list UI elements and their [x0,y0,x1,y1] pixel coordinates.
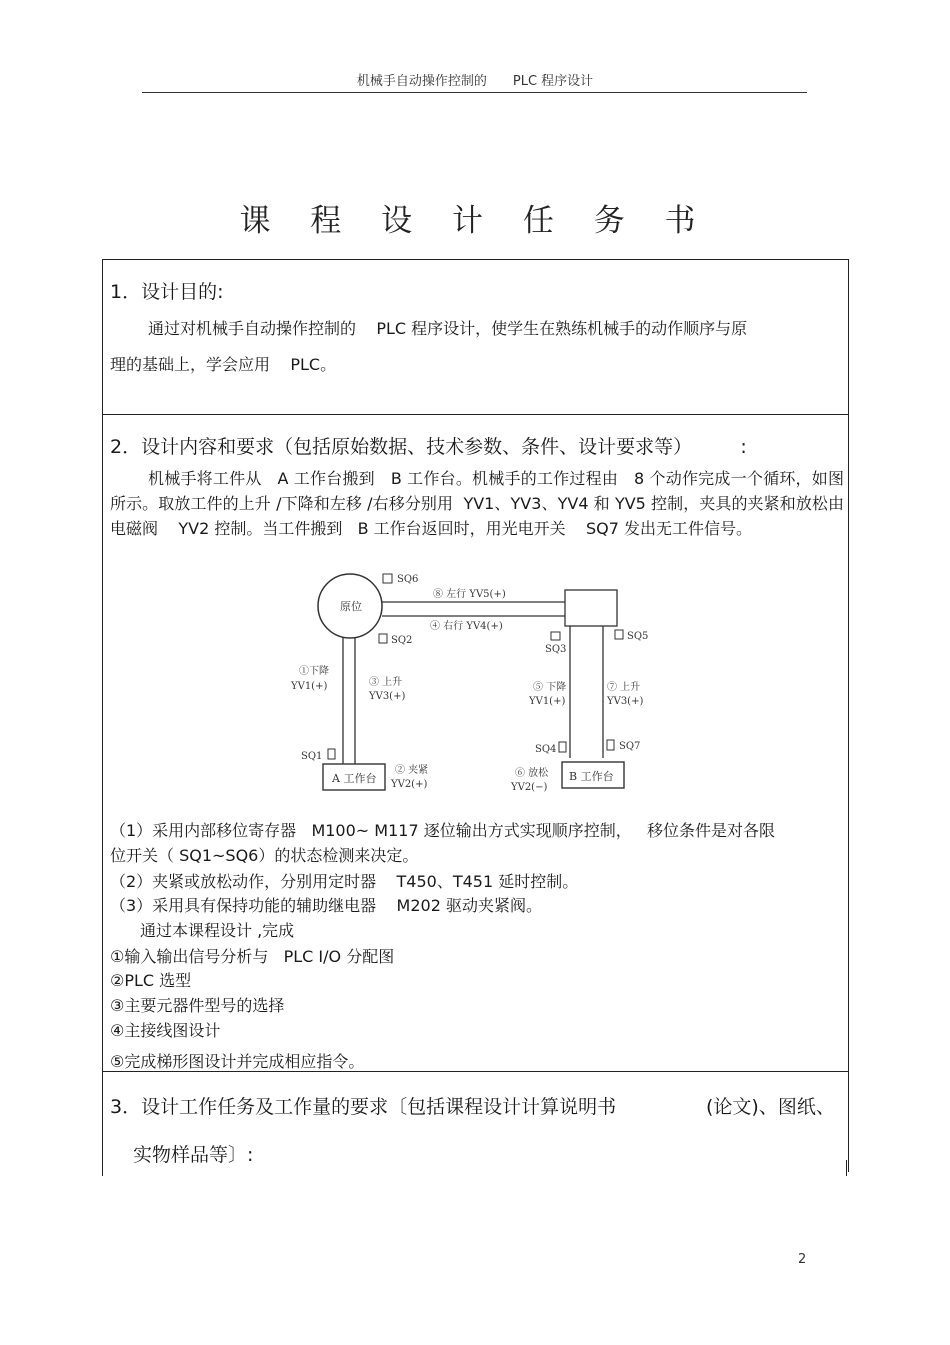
section1-heading: 1．设计目的: [110,281,224,303]
origin-label: 原位 [340,600,362,613]
sq3-icon [551,632,560,640]
section3-line2: 实物样品等〕: [133,1144,254,1166]
release-label-a: ⑥ 放松 [515,768,549,779]
list-item-2: ②PLC 选型 [110,971,192,990]
sq2-label: SQ2 [391,635,413,646]
list-item-3: ③主要元器件型号的选择 [110,996,285,1015]
section3-heading-a: 3．设计工作任务及工作量的要求〔包括课程设计计算说明书 [110,1096,617,1118]
sq4-label: SQ4 [535,744,557,755]
header-text-2: PLC 程序设计 [512,74,594,89]
section1-line1: 通过对机械手自动操作控制的 PLC 程序设计，使学生在熟练机械手的动作顺序与原 [148,319,748,338]
table-a-label: A 工作台 [332,772,377,785]
sq3-label: SQ3 [545,644,567,655]
sq1-label: SQ1 [301,751,323,762]
req2-line: （2）夹紧或放松动作，分别用定时器 T450、T451 延时控制。 [110,872,579,891]
clamp-label-b: YV2(+) [391,779,428,790]
down1-label-b: YV1(+) [291,681,328,692]
section3-heading-b: (论文)、图纸、 [706,1096,835,1118]
section2-paragraph: 机械手将工件从 A 工作台搬到 B 工作台。机械手的工作过程由 8 个动作完成一个循环，如图所示。取放工件的上升 /下降和左移 /右移分别用 YV1、YV3、YV4 和 YV5 控制，夹具的夹紧和放松由电磁阀 YV2 控制。当工件搬到 B 工作台返回时，用光电开关 SQ7 发出无工件信号。 [110,469,844,538]
table-left-edge-tail [102,1160,103,1176]
list-item-4: ④主接线图设计 [110,1021,221,1040]
up3-label-b: YV3(+) [369,691,406,702]
sq2-icon [379,634,387,643]
down5-label-b: YV1(+) [529,696,566,707]
page-number: 2 [798,1252,807,1267]
row-divider-1 [102,414,848,415]
manipulator-diagram [285,568,665,808]
page-title: 课 程 设 计 任 务 书 [239,203,711,239]
table-right-edge-tail [846,1160,847,1176]
right-move-label: ④ 右行 YV4(+) [430,621,503,632]
sq6-label: SQ6 [397,574,419,585]
req1-line-a: （1）采用内部移位寄存器 M100~ M117 逐位输出方式实现顺序控制， 移位条件是对各限 [110,821,775,840]
sq1-icon [328,749,335,759]
left-move-label: ⑧ 左行 YV5(+) [433,589,506,600]
clamp-label-a: ② 夹紧 [395,765,429,776]
req1-line-b: 位开关（ SQ1~SQ6）的状态检测来决定。 [110,846,419,865]
running-header [0,70,950,89]
sq6-icon [383,574,392,583]
right-carriage [565,590,617,626]
up7-label-a: ⑦ 上升 [607,682,641,693]
req3-line: （3）采用具有保持功能的辅助继电器 M202 驱动夹紧阀。 [110,896,542,915]
release-label-b: YV2(−) [511,782,548,793]
section1-line2: 理的基础上，学会应用 PLC。 [110,355,337,374]
header-text-1: 机械手自动操作控制的 [356,74,487,89]
sq7-label: SQ7 [619,741,641,752]
up7-label-b: YV3(+) [607,696,644,707]
table-b-label: B 工作台 [569,770,614,783]
header-rule [142,92,807,93]
intro-line: 通过本课程设计 ,完成 [140,921,295,940]
up3-label-a: ③ 上升 [369,677,403,688]
sq5-icon [615,630,623,639]
down1-label-a: ①下降 [299,666,329,677]
down5-label-a: ⑤ 下降 [533,682,567,693]
sq7-icon [607,740,614,750]
sq5-label: SQ5 [627,631,649,642]
sq4-icon [559,742,566,752]
list-item-5: ⑤完成梯形图设计并完成相应指令。 [110,1052,365,1071]
list-item-1: ①输入输出信号分析与 PLC I/O 分配图 [110,947,395,966]
section2-heading: 2．设计内容和要求（包括原始数据、技术参数、条件、设计要求等） : [110,436,747,458]
